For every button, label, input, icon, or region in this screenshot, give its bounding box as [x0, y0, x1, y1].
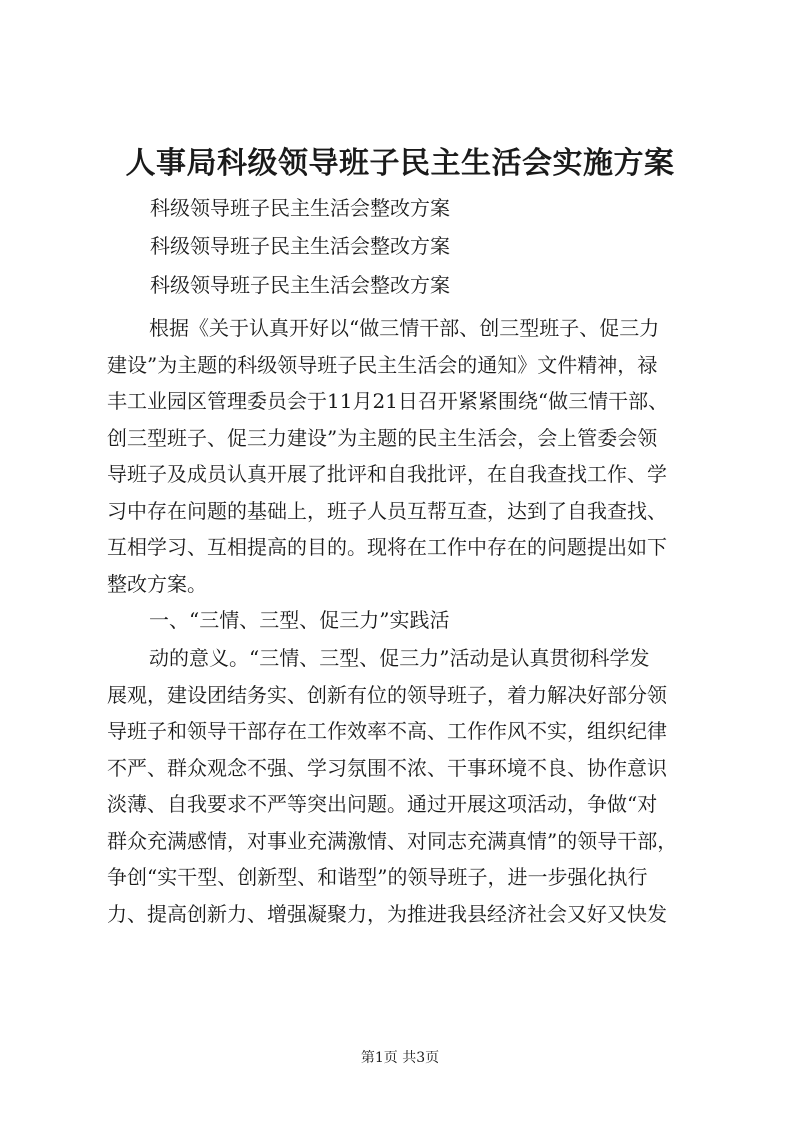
subtitle-line: 科级领导班子民主生活会整改方案	[150, 196, 450, 220]
text-line: 动的意义。“三情、三型、促三力”活动是认真贯彻科学发	[149, 646, 650, 670]
text-line: 力、提高创新力、增强凝聚力，为推进我县经济社会又好又快发	[107, 901, 667, 926]
text-line: 建设”为主题的科级领导班子民主生活会的通知》文件精神，禄	[107, 352, 658, 377]
document-title: 人事局科级领导班子民主生活会实施方案	[125, 146, 675, 181]
text-line: 群众充满感情，对事业充满激情、对同志充满真情”的领导干部，	[107, 828, 678, 853]
text-line: 根据《关于认真开好以“做三情干部、创三型班子、促三力	[149, 316, 660, 340]
text-line: 丰工业园区管理委员会于11月21日召开紧紧围绕“做三情干部、	[107, 389, 669, 413]
text-line: 创三型班子、促三力建设”为主题的民主生活会，会上管委会领	[107, 425, 658, 450]
section-heading: 一、“三情、三型、促三力”实践活	[149, 608, 450, 632]
text-line: 习中存在问题的基础上，班子人员互帮互查，达到了自我查找、	[107, 498, 667, 523]
text-line: 整改方案。	[107, 571, 207, 596]
subtitle-line: 科级领导班子民主生活会整改方案	[150, 234, 450, 258]
section-heading-block	[107, 602, 695, 639]
text-line: 不严、群众观念不强、学习氛围不浓、干事环境不良、协作意识	[107, 755, 667, 780]
text-line: 淡薄、自我要求不严等突出问题。通过开展这项活动，争做“对	[107, 792, 658, 816]
paragraph-intro	[107, 310, 695, 602]
text-line: 导班子和领导干部存在工作效率不高、工作作风不实，组织纪律	[107, 719, 667, 743]
text-line: 争创“实干型、创新型、和谐型”的领导班子，进一步强化执行	[107, 865, 648, 889]
subtitle-line: 科级领导班子民主生活会整改方案	[150, 273, 450, 297]
text-line: 互相学习、互相提高的目的。现将在工作中存在的问题提出如下	[107, 535, 667, 559]
text-line: 展观，建设团结务实、创新有位的领导班子，着力解决好部分领	[107, 682, 667, 707]
page-number-footer: 第1页 共3页	[360, 1050, 440, 1066]
text-line: 导班子及成员认真开展了批评和自我批评，在自我查找工作、学	[107, 462, 667, 486]
paragraph-section-one	[107, 640, 695, 932]
